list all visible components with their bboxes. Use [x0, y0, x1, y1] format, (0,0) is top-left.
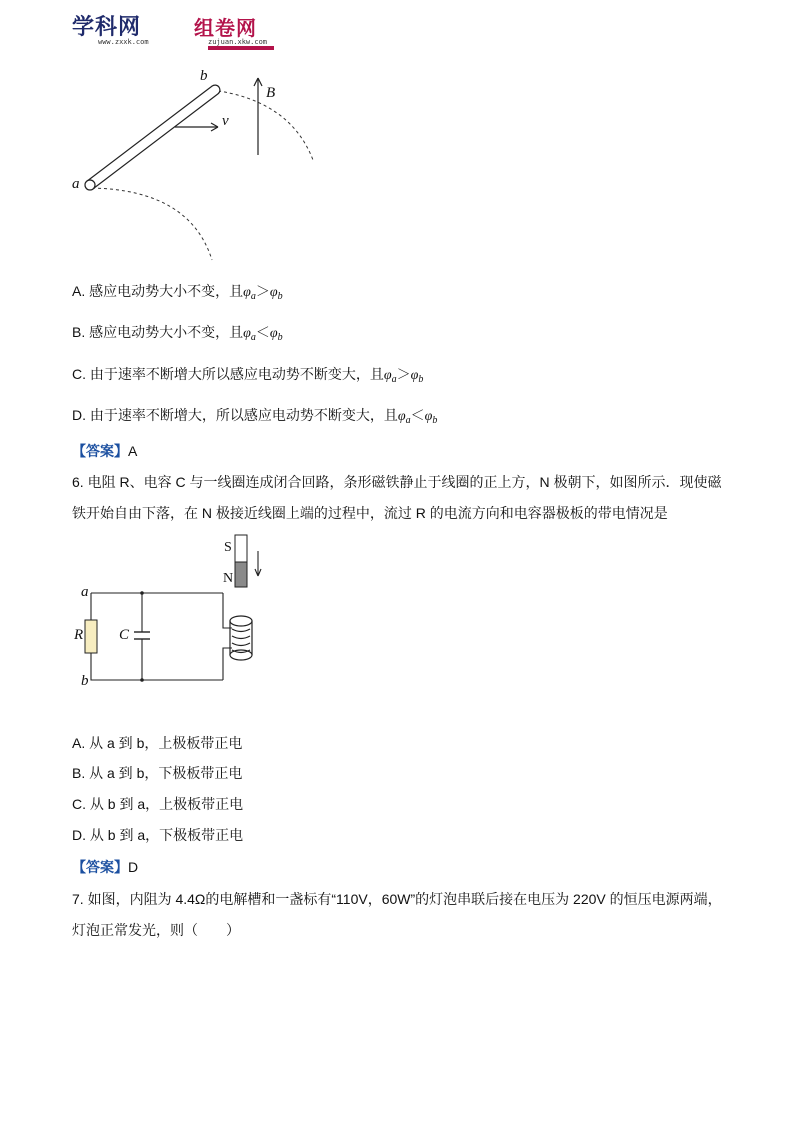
rod-end-a	[85, 180, 95, 190]
label-S: S	[224, 540, 232, 555]
q6-option-b: B. 从 a 到 b，下极板带正电	[72, 765, 243, 781]
answer-value: D	[128, 859, 139, 875]
label-B: B	[266, 85, 276, 101]
answer-value: A	[128, 443, 138, 459]
q6-stem-line2: 铁开始自由下落，在 N 极接近线圈上端的过程中，流过 R 的电流方向和电容器极板的带电情况是	[72, 505, 668, 521]
label-C: C	[119, 627, 130, 643]
label-node-a: a	[81, 584, 89, 600]
header-logos	[72, 10, 292, 46]
answer-6	[72, 857, 138, 877]
label-node-b: b	[81, 673, 89, 689]
q6-option-d: D. 从 b 到 a，下极板带正电	[72, 827, 244, 843]
q7-stem-line1: 7. 如图，内阻为 4.4Ω的电解槽和一盏标有“110V，60W”的灯泡串联后接在电压为 220V 的恒压电源两端，	[72, 891, 722, 907]
q5-option-d: D. 由于速率不断增大，所以感应电动势不断变大，且$\varphi_a<\varphi_b$	[72, 407, 438, 426]
answer-5	[72, 441, 137, 461]
label-a: a	[72, 176, 80, 192]
q7-stem-line2: 灯泡正常发光，则（ ）	[72, 922, 240, 938]
bottom-arc-path	[92, 188, 212, 260]
q5-option-a: A. 感应电动势大小不变，且$\varphi_a>\varphi_b$	[72, 283, 283, 302]
label-R: R	[74, 627, 84, 643]
coil-turns	[232, 629, 250, 653]
coil-bottom	[230, 650, 252, 660]
rod-fill	[90, 90, 215, 185]
logo-zxxk-url: www.zxxk.com	[98, 38, 149, 46]
figure-circuit	[70, 533, 290, 698]
magnet-n-pole	[235, 562, 247, 587]
coil-top	[230, 616, 252, 626]
q5-option-b: B. 感应电动势大小不变，且$\varphi_a<\varphi_b$	[72, 324, 283, 343]
q6-stem-line1: 6. 电阻 R、电容 C 与一线圈连成闭合回路，条形磁铁静止于线圈的正上方，N 极朝下，如图所示．现使磁	[72, 474, 722, 490]
answer-label: 【答案】	[72, 859, 128, 875]
label-N: N	[223, 571, 234, 586]
q5-option-c: C. 由于速率不断增大所以感应电动势不断变大，且$\varphi_a>\varphi_b$	[72, 366, 424, 385]
q6-option-c: C. 从 b 到 a，上极板带正电	[72, 796, 244, 812]
resistor	[85, 620, 97, 653]
logo-zujuan-band	[208, 46, 274, 50]
logo-zxxk: 学科网	[72, 15, 142, 40]
answer-label: 【答案】	[72, 443, 128, 459]
figure-rod-field	[60, 60, 340, 270]
q6-option-a: A. 从 a 到 b，上极板带正电	[72, 735, 243, 751]
logo-zujuan: 组卷网	[194, 16, 257, 40]
label-b: b	[200, 68, 208, 84]
logo-zujuan-url: zujuan.xkw.com	[208, 38, 268, 46]
label-v: v	[222, 113, 229, 129]
